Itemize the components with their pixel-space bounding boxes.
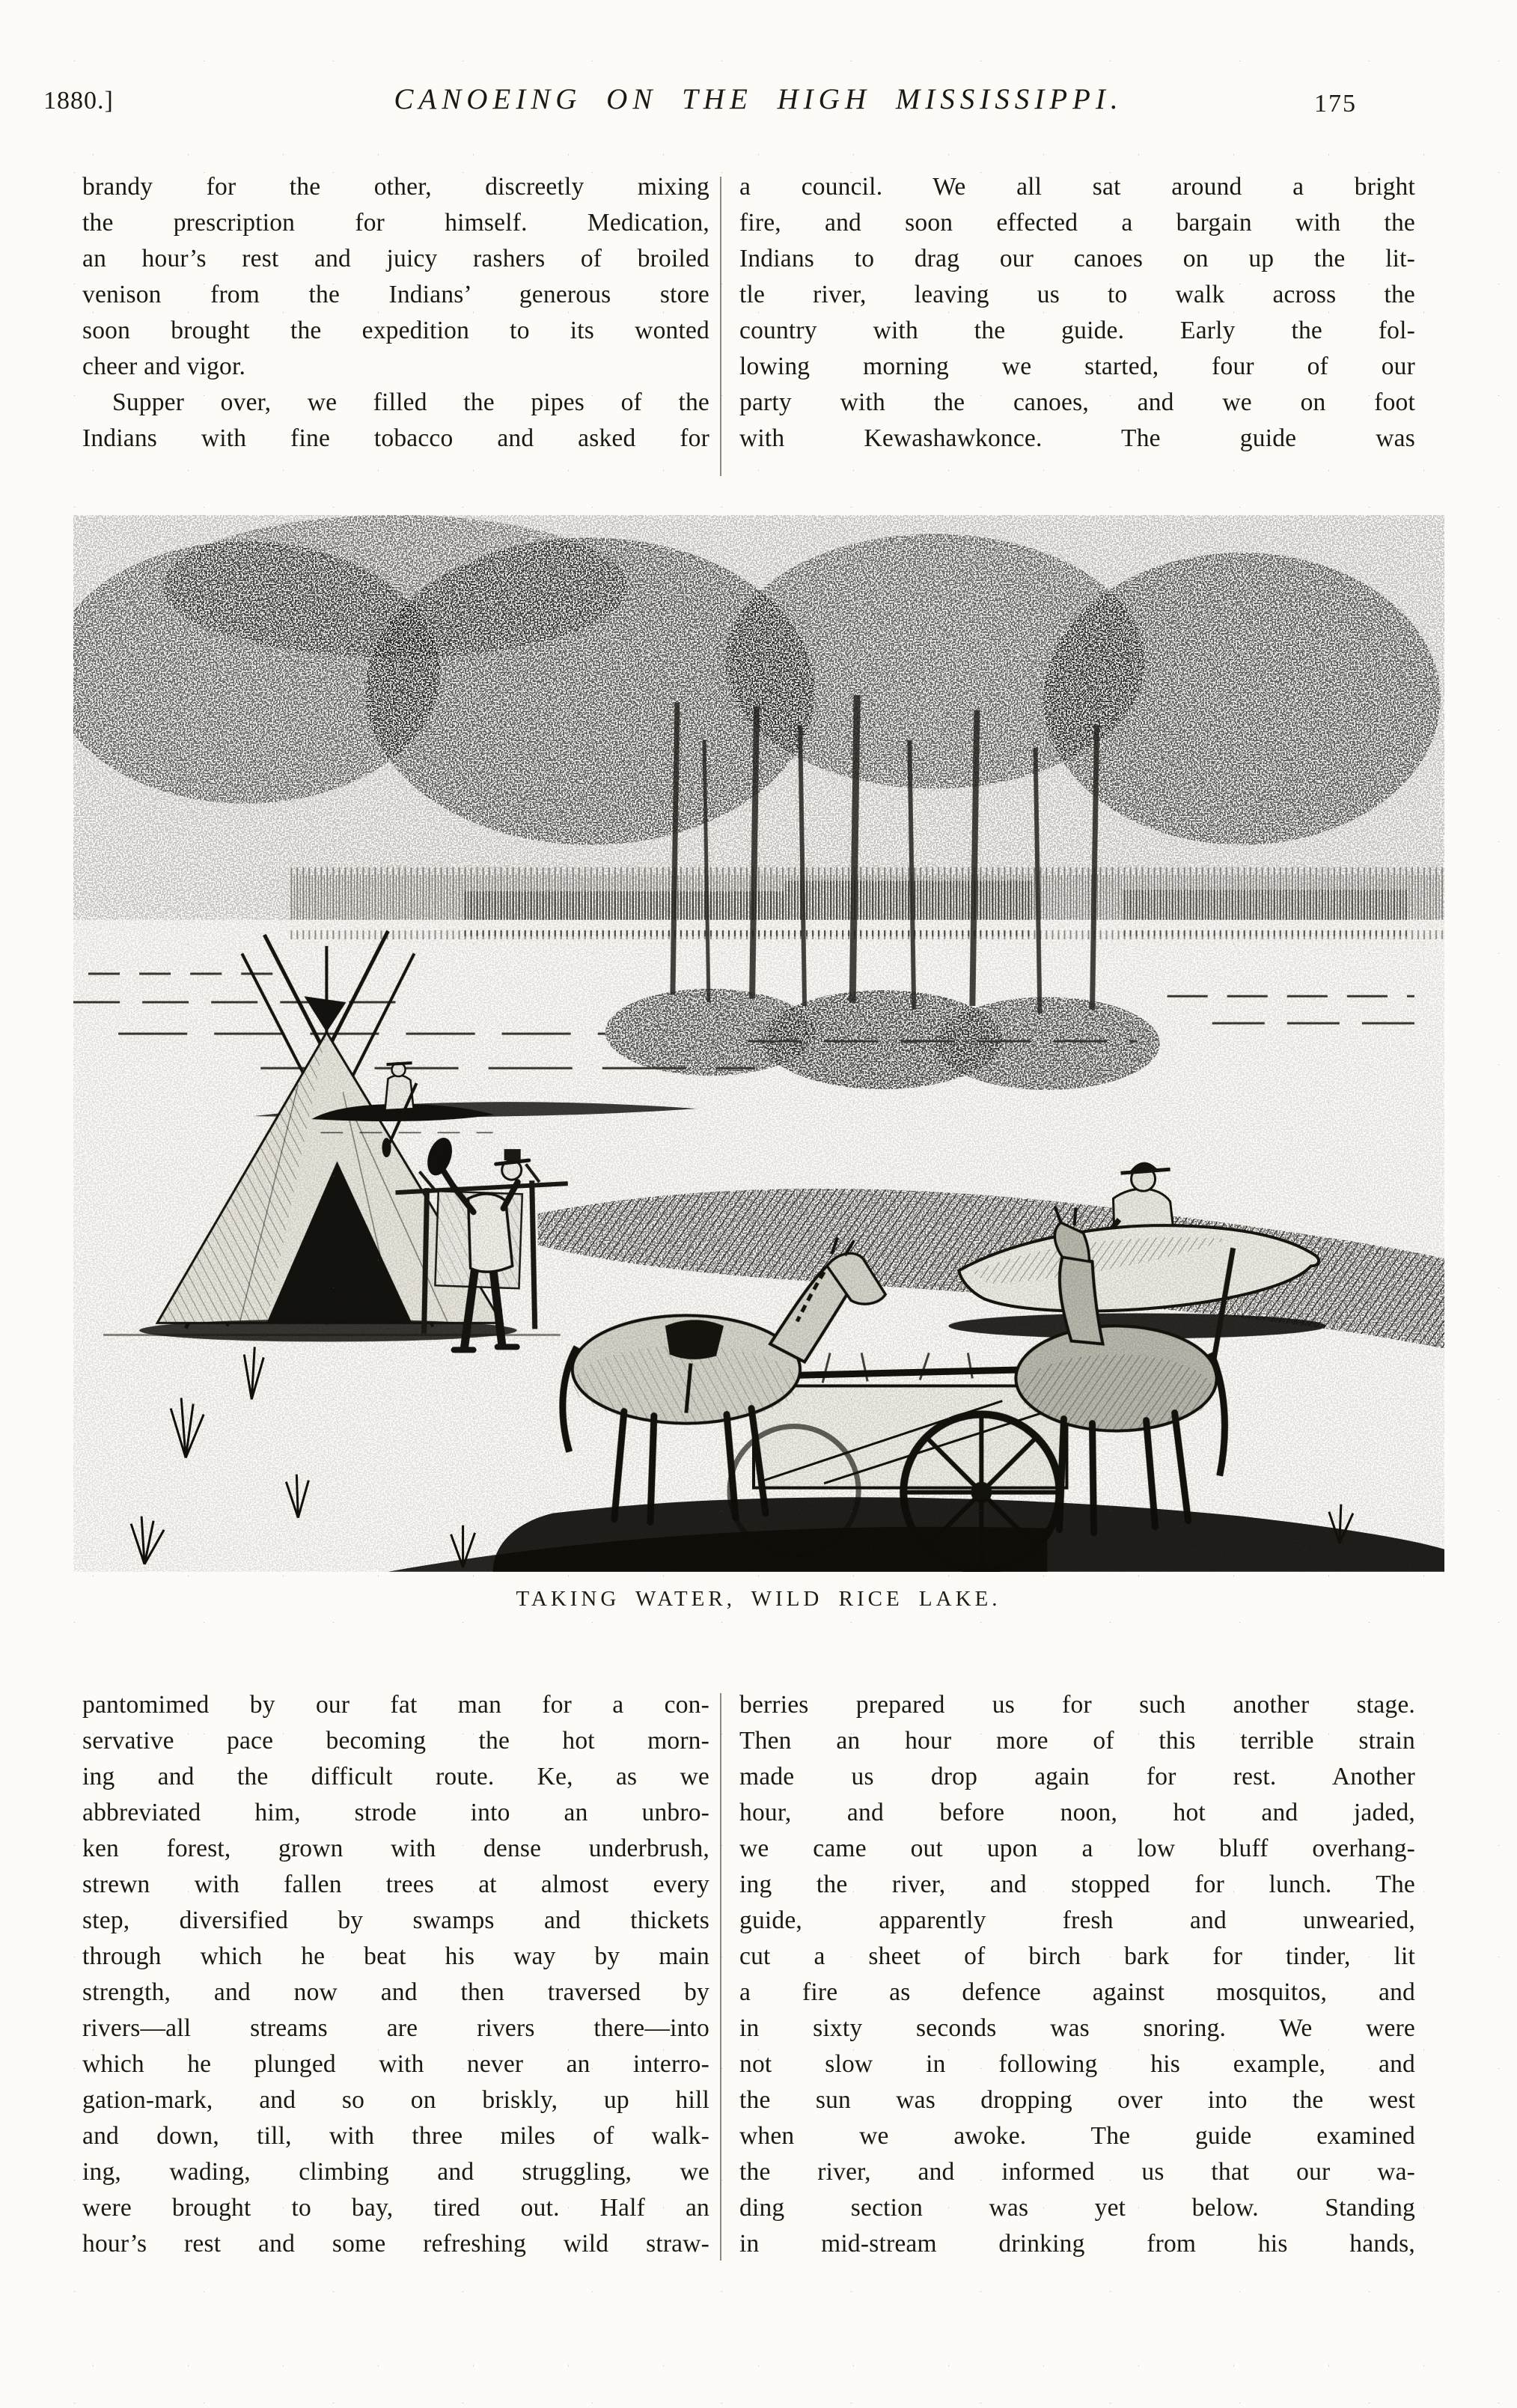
text-line: a council. We all sat around a bright [739,173,1415,201]
text-column-top-left [82,169,709,457]
text-line: with Kewashawkonce. The guide was [739,424,1415,452]
text-line: ing, wading, climbing and struggling, we [82,2158,709,2186]
text-line: brandy for the other, discreetly mixing [82,173,709,201]
text-line: ding section was yet below. Standing [739,2194,1415,2222]
text-line: lowing morning we started, four of our [739,353,1415,380]
text-line: Indians with fine tobacco and asked for [82,424,709,452]
text-line: fire, and soon effected a bargain with the [739,209,1415,237]
text-line: the river, and informed us that our wa- [739,2158,1415,2186]
text-column-bottom-left [82,1687,709,2262]
text-line: country with the guide. Early the fol- [739,317,1415,344]
column-rule-top [720,177,721,476]
illustration-caption: TAKING WATER, WILD RICE LAKE. [516,1587,1001,1611]
text-line: pantomimed by our fat man for a con- [82,1691,709,1719]
text-line: cut a sheet of birch bark for tinder, lit [739,1942,1415,1970]
header-running-title: CANOEING ON THE HIGH MISSISSIPPI. [394,83,1123,115]
text-line: hour’s rest and some refreshing wild straw- [82,2230,709,2258]
text-line: when we awoke. The guide examined [739,2122,1415,2150]
text-line: the prescription for himself. Medication, [82,209,709,237]
text-line: party with the canoes, and we on foot [739,388,1415,416]
text-line: Then an hour more of this terrible strain [739,1727,1415,1755]
text-line: ing the river, and stopped for lunch. The [739,1871,1415,1898]
text-line: ken forest, grown with dense underbrush, [82,1835,709,1862]
column-rule-bottom [720,1693,721,2261]
text-line: step, diversified by swamps and thickets [82,1906,709,1934]
text-line: guide, apparently fresh and unwearied, [739,1906,1415,1934]
engraving-grain [73,515,1444,1572]
text-line: a fire as defence against mosquitos, and [739,1978,1415,2006]
text-line: servative pace becoming the hot morn- [82,1727,709,1755]
text-line: berries prepared us for such another stage. [739,1691,1415,1719]
text-line: an hour’s rest and juicy rashers of broiled [82,245,709,272]
text-line: tle river, leaving us to walk across the [739,281,1415,308]
text-line: Indians to drag our canoes on up the lit- [739,245,1415,272]
text-line: which he plunged with never an interro- [82,2050,709,2078]
text-line: in sixty seconds was snoring. We were [739,2014,1415,2042]
text-line: in mid-stream drinking from his hands, [739,2230,1415,2258]
illustration-engraving [73,515,1444,1572]
text-line: ing and the difficult route. Ke, as we [82,1763,709,1790]
text-line: strewn with fallen trees at almost every [82,1871,709,1898]
header-year: 1880.] [43,87,114,115]
text-line: not slow in following his example, and [739,2050,1415,2078]
text-line: soon brought the expedition to its wonted [82,317,709,344]
text-line: we came out upon a low bluff overhang- [739,1835,1415,1862]
text-line: made us drop again for rest. Another [739,1763,1415,1790]
header-page-number: 175 [1314,90,1357,118]
text-line: venison from the Indians’ generous store [82,281,709,308]
text-line: were brought to bay, tired out. Half an [82,2194,709,2222]
text-line: strength, and now and then traversed by [82,1978,709,2006]
text-line: Supper over, we filled the pipes of the [112,388,709,416]
text-line: through which he beat his way by main [82,1942,709,1970]
text-column-bottom-right [739,1687,1415,2262]
text-line: rivers—all streams are rivers there—into [82,2014,709,2042]
text-line: hour, and before noon, hot and jaded, [739,1799,1415,1826]
text-line: cheer and vigor. [82,353,246,380]
text-line: the sun was dropping over into the west [739,2086,1415,2114]
text-line: abbreviated him, strode into an unbro- [82,1799,709,1826]
text-line: and down, till, with three miles of walk- [82,2122,709,2150]
text-line: gation-mark, and so on briskly, up hill [82,2086,709,2114]
text-column-top-right [739,169,1415,457]
